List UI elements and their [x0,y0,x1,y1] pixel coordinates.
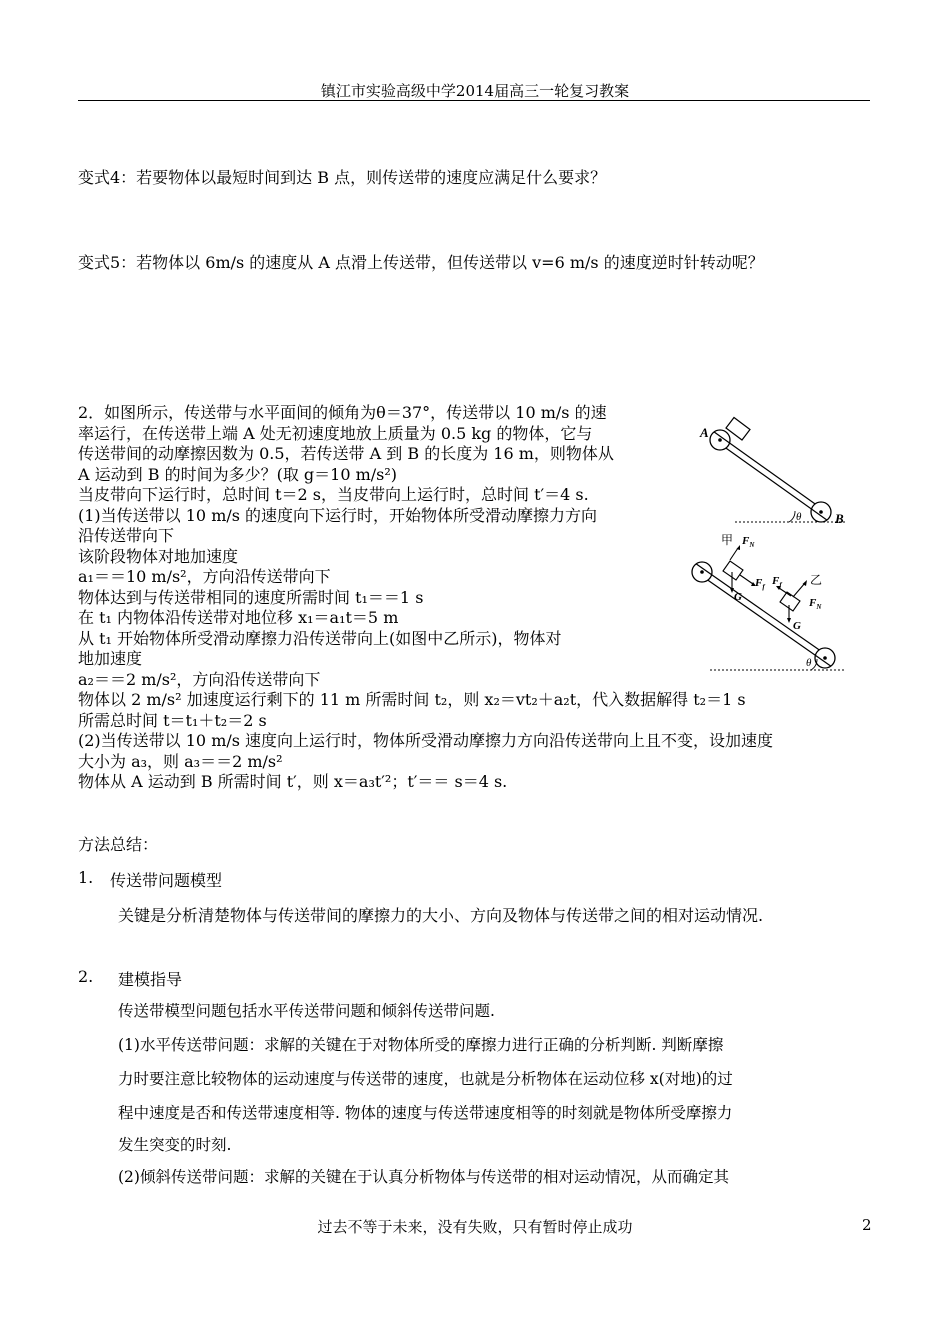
problem-line: 物体从 A 运动到 B 所需时间 t′，则 x＝a₃t′²；t′＝＝ s＝4 s. [78,772,508,791]
problem-line: 大小为 a₃，则 a₃＝＝2 m/s² [78,751,283,771]
problem-line: 率运行，在传送带上端 A 处无初速度地放上质量为 0.5 kg 的物体，它与 [78,423,593,443]
problem-line: a₁＝＝10 m/s²，方向沿传送带向下 [78,567,331,586]
label-fn: F [809,597,817,609]
label-theta: θ [806,657,812,669]
guide-line: 力时要注意比较物体的运动速度与传送带的速度，也就是分析物体在运动位移 x(对地)的过 [118,1070,733,1088]
label-ff: F [755,577,763,589]
problem-line: A 运动到 B 的时间为多少？(取 g＝10 m/s²) [78,464,398,484]
footer-motto: 过去不等于未来，没有失败，只有暂时停止成功 [317,1218,633,1236]
label-g: G [793,620,801,632]
problem-line: 沿传送带向下 [78,526,175,545]
problem-line: (2)当传送带以 10 m/s 速度向上运行时，物体所受滑动摩擦力方向沿传送带向上且不变，设加速度 [78,731,774,750]
summary-heading: 方法总结： [78,835,159,854]
belt-upper [714,432,815,504]
problem-line: 地加速度 [78,649,143,668]
problem-line: 物体达到与传送带相同的速度所需时间 t₁＝＝1 s [78,587,424,607]
label-fn-sub: N [749,541,755,549]
guide-line: (2)倾斜传送带问题：求解的关键在于认真分析物体与传送带的相对运动情况，从而确定其 [118,1168,729,1186]
summary-item1-body: 关键是分析清楚物体与传送带间的摩擦力的大小、方向及物体与传送带之间的相对运动情况. [118,906,764,925]
problem-line: 物体以 2 m/s² 加速度运行剩下的 11 m 所需时间 t₂，则 x₂＝vt₂＋a₂t，代入数据解得 t₂＝1 s [78,690,746,709]
problem-line: 所需总时间 t＝t₁＋t₂＝2 s [78,710,267,730]
label-ff: F [772,575,780,587]
problem-line: 在 t₁ 内物体沿传送带对地位移 x₁＝a₁t＝5 m [78,608,399,627]
problem-line: 2．如图所示，传送带与水平面间的倾角为θ＝37°，传送带以 10 m/s 的速 [78,403,607,422]
guide-line: (1)水平传送带问题：求解的关键在于对物体所受的摩擦力进行正确的分析判断. 判断摩擦 [118,1036,724,1054]
summary-item1-num: 1. [78,868,94,887]
problem-line: 传送带间的动摩擦因数为 0.5，若传送带 A 到 B 的长度为 16 m，则物体从 [78,444,614,463]
variant-5: 变式5：若物体以 6m/s 的速度从 A 点滑上传送带，但传送带以 v=6 m/s 的速度逆时针转动呢？ [78,253,764,272]
problem-2 [78,403,773,793]
problem-line: 该阶段物体对地加速度 [78,546,239,566]
svg-text:FN [808,597,822,611]
label-fn: F [742,535,750,547]
variant-4: 变式4：若要物体以最短时间到达 B 点，则传送带的速度应满足什么要求？ [78,168,607,187]
summary-item1-title: 传送带问题模型 [110,871,223,890]
block-jia [723,561,743,580]
label-a: A [700,425,709,440]
problem-line: 当皮带向下运行时，总时间 t＝2 s，当皮带向上运行时，总时间 t′＝4 s. [78,485,589,504]
guide-line: 程中速度是否和传送带速度相等. 物体的速度与传送带速度相等的时刻就是物体所受摩擦力 [118,1104,733,1122]
problem-line: a₂＝＝2 m/s²，方向沿传送带向下 [78,669,321,689]
label-yi: 乙 [810,573,823,587]
problem-line: (1)当传送带以 10 m/s 的速度向下运行时，开始物体所受滑动摩擦力方向 [78,505,598,525]
guide-line: 传送带模型问题包括水平传送带问题和倾斜传送带问题. [118,1002,495,1020]
label-jia: 甲 [721,533,734,547]
label-g: G [734,591,742,603]
guide-line: 发生突变的时刻. [118,1136,232,1154]
conveyor-figure-1 [695,415,870,530]
label-fn-sub: N [816,603,822,611]
page-header: 镇江市实验高级中学2014届高三一轮复习教案 [320,82,630,100]
label-b: B [835,511,844,526]
belt-lower [708,580,831,666]
label-ff-sub: f [779,581,782,589]
header-rule [78,100,870,101]
problem-line: 从 t₁ 开始物体所受滑动摩擦力沿传送带向上(如图中乙所示)，物体对 [78,628,562,648]
label-theta: θ [796,511,802,523]
conveyor-figure-2 [685,530,855,675]
summary-item2-title: 建模指导 [118,970,183,989]
svg-text:Ff [771,575,782,589]
page-number: 2 [862,1216,872,1234]
svg-text:Ff [754,577,765,591]
svg-text:FN [741,535,755,549]
summary-item2-num: 2. [78,967,94,986]
label-ff-sub: f [762,583,765,591]
belt-lower [726,448,827,520]
